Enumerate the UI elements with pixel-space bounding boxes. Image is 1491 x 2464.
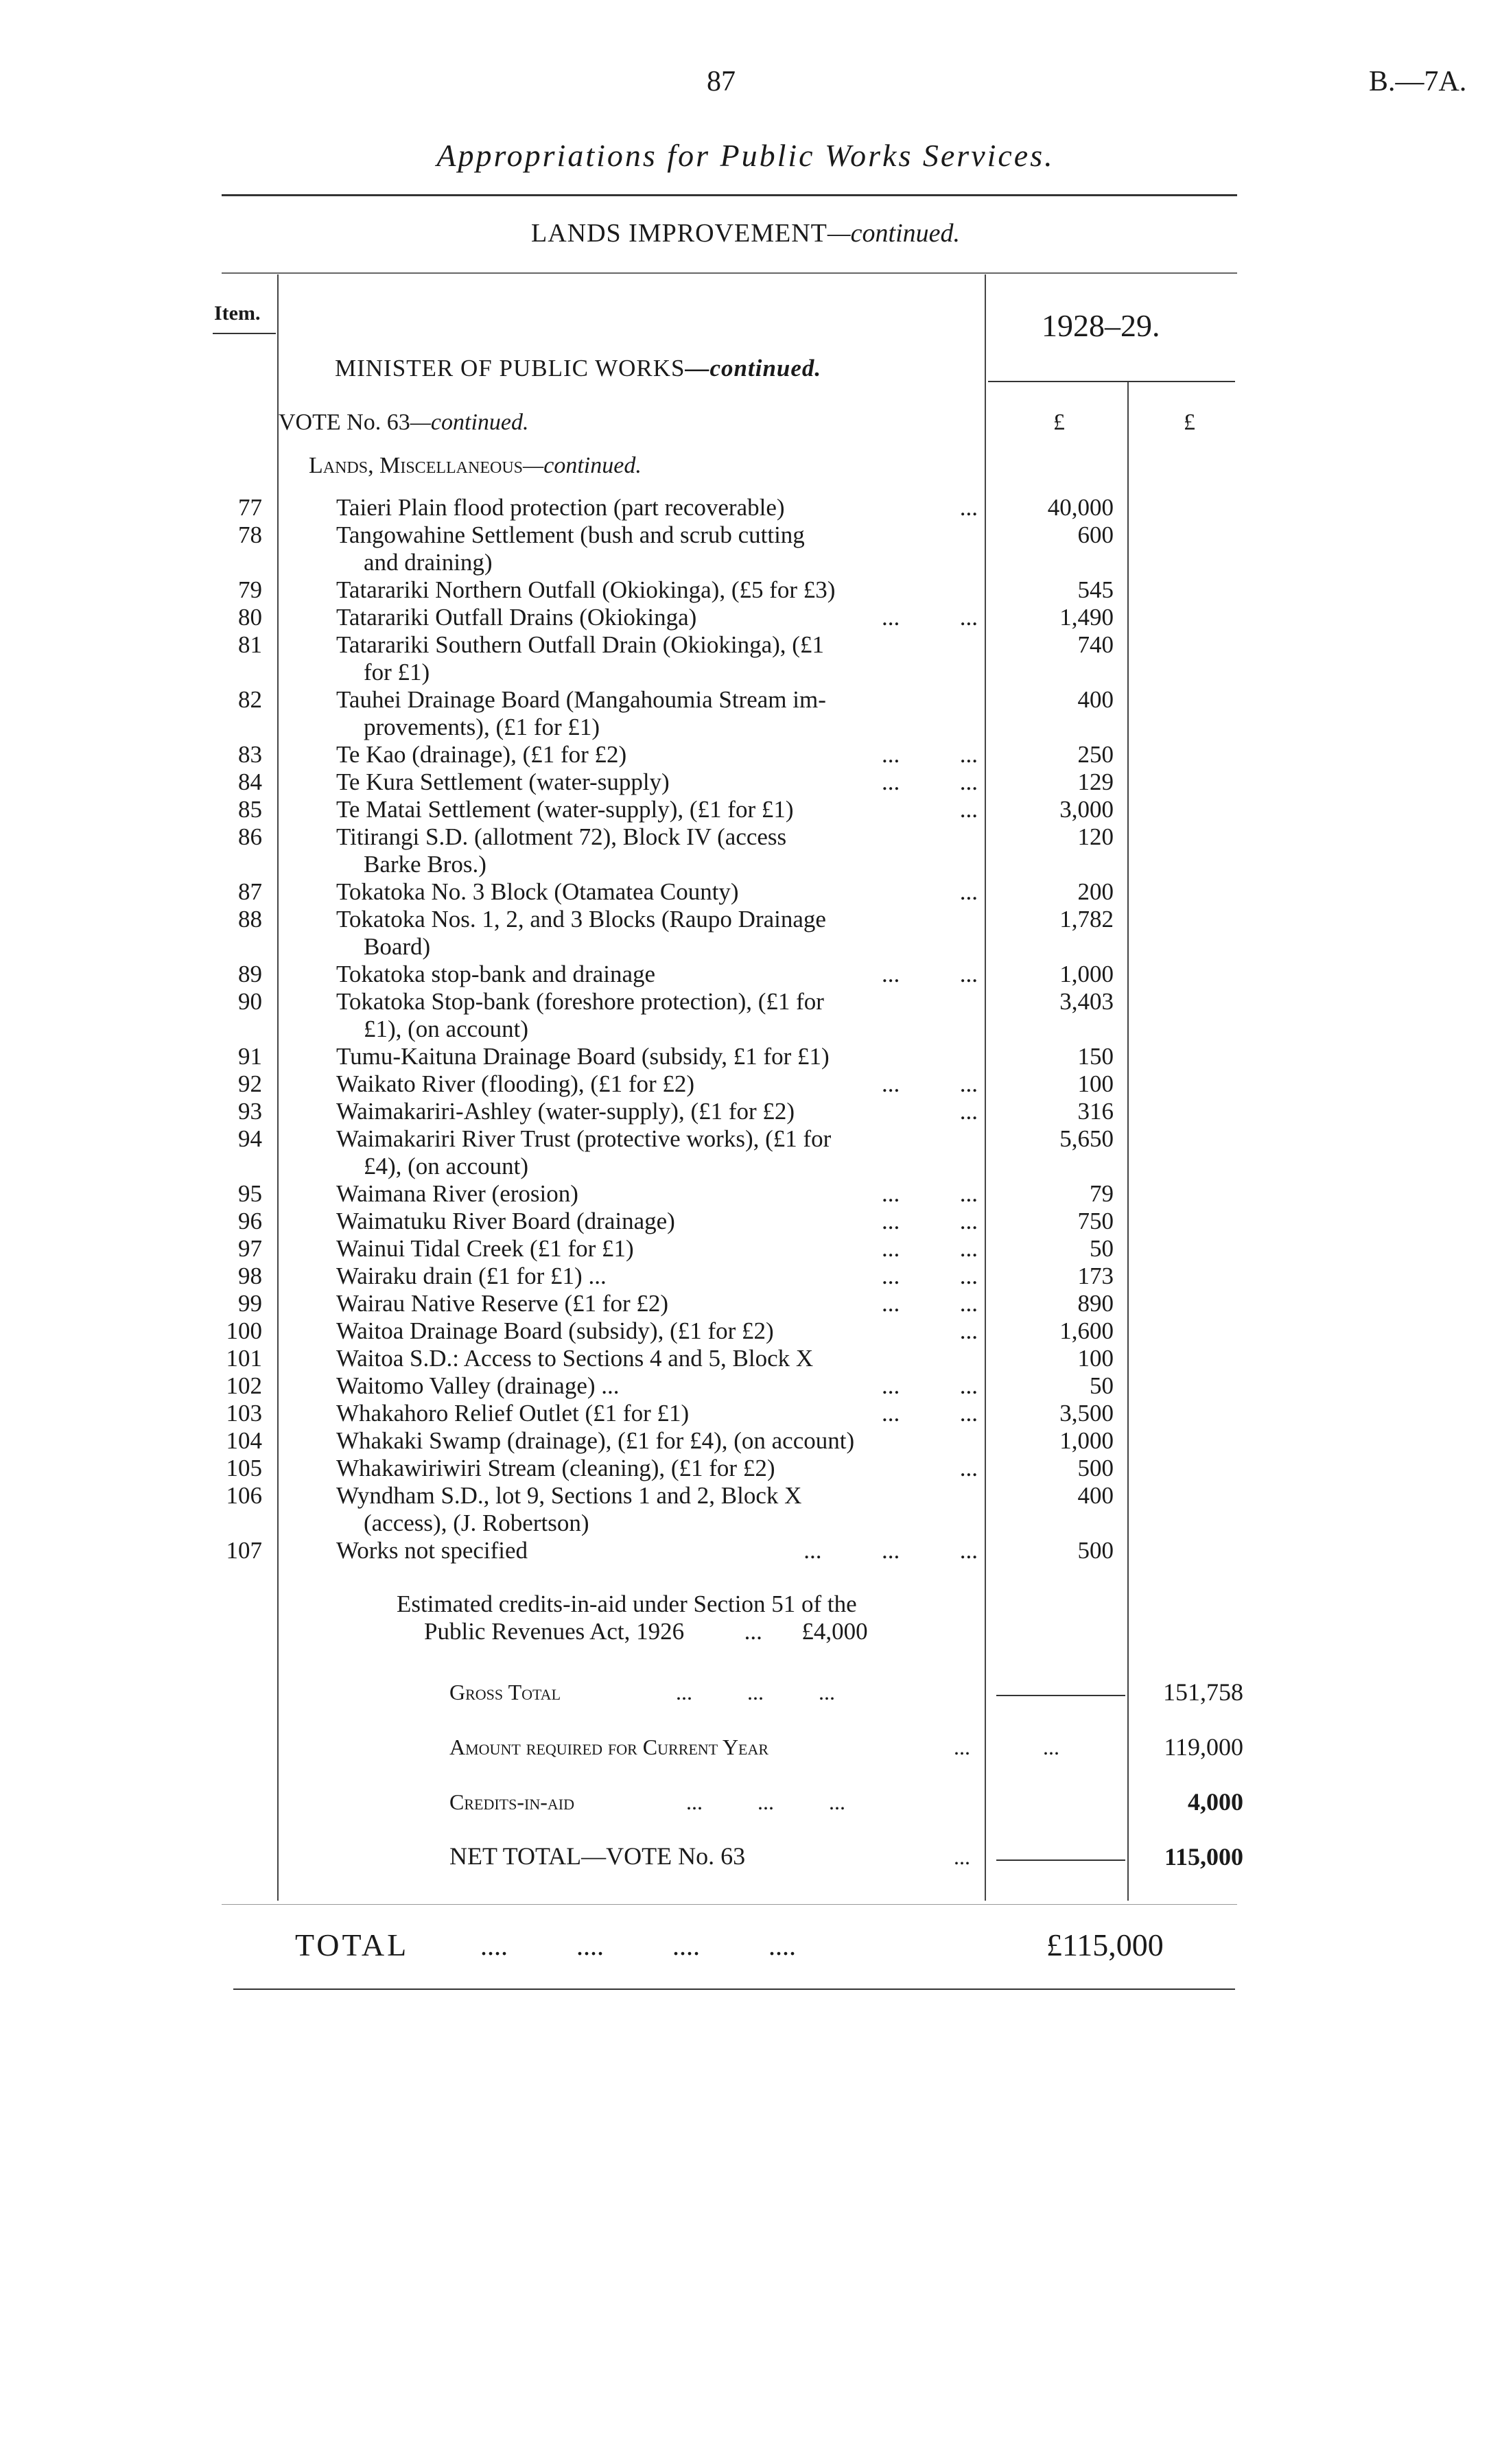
item-number: 101: [226, 1345, 262, 1372]
item-amount: 40,000: [1047, 494, 1114, 521]
item-amount: 3,403: [1059, 988, 1114, 1015]
item-number: 97: [238, 1235, 262, 1262]
section-rule: [222, 272, 1237, 274]
item-description: [336, 1043, 978, 1070]
item-leader-dots: ... ...: [882, 1400, 978, 1427]
item-description-text: Te Kura Settlement (water-supply): [336, 768, 670, 795]
item-description-text: Waitoa Drainage Board (subsidy), (£1 for £2): [336, 1317, 774, 1344]
net-total-rule: [996, 1859, 1125, 1861]
item-description: [336, 796, 978, 823]
item-description-continuation: £4), (on account): [364, 1153, 529, 1180]
item-leader-dots: ... ...: [882, 768, 978, 795]
item-description-continuation: for £1): [364, 659, 430, 685]
item-amount: 500: [1077, 1537, 1114, 1564]
item-number: 85: [238, 796, 262, 823]
gross-total-value: 151,758: [1163, 1678, 1243, 1706]
item-description-text: Whakahoro Relief Outlet (£1 for £1): [336, 1400, 690, 1427]
item-amount: 150: [1077, 1043, 1114, 1070]
credits-in-aid-value: 4,000: [1188, 1788, 1243, 1816]
item-description: [336, 686, 978, 741]
item-amount: 3,000: [1059, 796, 1114, 823]
item-description: [336, 1537, 978, 1564]
credits-estimate-act: Public Revenues Act, 1926: [424, 1618, 685, 1645]
credits-in-aid-label: Credits-in-aid: [449, 1790, 574, 1814]
item-column-header: Item.: [214, 302, 261, 325]
grand-total-value: £115,000: [1046, 1927, 1164, 1962]
item-amount: 545: [1077, 576, 1114, 603]
pound-unit-col1: £: [1053, 410, 1065, 435]
item-number: 98: [238, 1263, 262, 1289]
amount-required-mid: ...: [1043, 1735, 1059, 1759]
item-description: [336, 1263, 978, 1290]
item-description: [336, 768, 978, 796]
item-description: [336, 741, 978, 768]
item-description-text: Waimakariri River Trust (protective works), (£1 for: [336, 1125, 832, 1152]
item-number: 93: [238, 1098, 262, 1125]
item-amount: 750: [1077, 1208, 1114, 1234]
item-description: [336, 631, 978, 686]
item-description-text: Tatarariki Northern Outfall (Okiokinga), (£5 for £3): [336, 576, 836, 603]
item-description-text: Tokatoka stop-bank and drainage: [336, 961, 656, 987]
item-amount: 1,600: [1059, 1317, 1114, 1344]
item-number: 106: [226, 1482, 262, 1509]
vote-heading-text: VOTE No. 63: [279, 410, 410, 435]
item-number: 107: [226, 1537, 262, 1564]
section-title-text: LANDS IMPROVEMENT: [531, 219, 827, 248]
item-description: [336, 494, 978, 521]
item-number: 86: [238, 823, 262, 850]
item-description: [336, 906, 978, 961]
title-rule: [222, 194, 1237, 196]
item-amount: 500: [1077, 1455, 1114, 1481]
item-description: [336, 1290, 978, 1317]
item-number: 82: [238, 686, 262, 713]
item-description-text: Tokatoka No. 3 Block (Otamatea County): [336, 878, 739, 905]
item-description-text: Taieri Plain flood protection (part recoverable): [336, 494, 785, 521]
credits-estimate-line2: [397, 1618, 980, 1645]
item-number: 103: [226, 1400, 262, 1427]
item-number: 95: [238, 1180, 262, 1207]
item-description: [336, 1345, 978, 1372]
item-leader-dots: ... ...: [882, 1070, 978, 1097]
item-description-text: Tumu-Kaituna Drainage Board (subsidy, £1 for £1): [336, 1043, 830, 1070]
item-amount: 1,490: [1059, 604, 1114, 631]
item-leader-dots: ...: [959, 1317, 978, 1344]
item-amount: 120: [1077, 823, 1114, 850]
item-description-text: Waitomo Valley (drainage) ...: [336, 1372, 620, 1399]
credits-estimate-dots: ...: [744, 1618, 762, 1645]
item-amount: 400: [1077, 686, 1114, 713]
item-description: [336, 576, 978, 604]
item-leader-dots: ...: [959, 1455, 978, 1481]
item-amount: 79: [1090, 1180, 1114, 1207]
minister-heading-suffix: —continued.: [685, 355, 822, 382]
gross-total-dots: ... ... ...: [676, 1680, 835, 1704]
item-amount: 1,000: [1059, 1427, 1114, 1454]
item-description: [336, 1372, 978, 1400]
item-description: [336, 988, 978, 1043]
item-description: [336, 1070, 978, 1098]
item-amount: 50: [1090, 1372, 1114, 1399]
item-number: 81: [238, 631, 262, 658]
item-number: 77: [238, 494, 262, 521]
item-description-continuation: Board): [364, 933, 431, 960]
item-amount: 600: [1077, 521, 1114, 548]
amount-required-dots: ...: [954, 1735, 970, 1759]
item-description-text: Works not specified: [336, 1537, 528, 1564]
item-description-text: Wyndham S.D., lot 9, Sections 1 and 2, Block X: [336, 1482, 802, 1509]
page-number: 87: [707, 66, 736, 97]
credits-estimate-amount: £4,000: [801, 1618, 868, 1645]
item-description-text: Tokatoka Stop-bank (foreshore protection), (£1 for: [336, 988, 824, 1015]
item-description-text: Whakawiriwiri Stream (cleaning), (£1 for £2): [336, 1455, 775, 1481]
item-description: [336, 1125, 978, 1180]
item-description-text: Wainui Tidal Creek (£1 for £1): [336, 1235, 634, 1262]
page-bottom-rule: [233, 1988, 1235, 1990]
item-number: 105: [226, 1455, 262, 1481]
document-code: B.—7A.: [1369, 66, 1467, 97]
item-number: 92: [238, 1070, 262, 1097]
amount-column-divider: [1127, 381, 1129, 1901]
item-description-continuation: (access), (J. Robertson): [364, 1510, 589, 1536]
item-amount: 100: [1077, 1345, 1114, 1372]
item-description-continuation: Barke Bros.): [364, 851, 486, 878]
item-description: [336, 604, 978, 631]
item-description-text: Whakaki Swamp (drainage), (£1 for £4), (on account): [336, 1427, 855, 1454]
item-number: 78: [238, 521, 262, 548]
item-description-text: Wairau Native Reserve (£1 for £2): [336, 1290, 669, 1317]
item-amount: 400: [1077, 1482, 1114, 1509]
grand-total-label: TOTAL: [295, 1927, 410, 1962]
credits-in-aid-dots: ... ... ...: [686, 1790, 845, 1814]
item-description: [336, 1427, 978, 1455]
year-header-underline: [988, 381, 1235, 382]
item-leader-dots: ... ...: [882, 1263, 978, 1289]
vote-heading-suffix: —continued.: [410, 410, 529, 435]
item-leader-dots: ... ...: [882, 604, 978, 631]
item-number: 79: [238, 576, 262, 603]
gross-total-label: Gross Total: [449, 1680, 561, 1704]
item-description: [336, 1098, 978, 1125]
credits-estimate-note: [397, 1591, 980, 1645]
item-leader-dots: ... ...: [882, 741, 978, 768]
credits-estimate-line1: Estimated credits-in-aid under Section 51 of the: [397, 1591, 857, 1617]
item-description-text: Waimana River (erosion): [336, 1180, 578, 1207]
item-number: 90: [238, 988, 262, 1015]
item-amount: 740: [1077, 631, 1114, 658]
minister-heading-text: MINISTER OF PUBLIC WORKS: [335, 355, 685, 382]
gross-total-rule: [996, 1695, 1125, 1696]
subsection-heading: [309, 453, 642, 479]
item-leader-dots: ... ...: [882, 1290, 978, 1317]
item-number: 83: [238, 741, 262, 768]
item-leader-dots: ... ...: [882, 961, 978, 987]
item-leader-dots: ...: [959, 878, 978, 905]
item-number: 94: [238, 1125, 262, 1152]
item-description-text: Waimakariri-Ashley (water-supply), (£1 for £2): [336, 1098, 795, 1125]
item-header-underline: [213, 333, 276, 334]
item-description-text: Tangowahine Settlement (bush and scrub cutting: [336, 521, 805, 548]
item-description: [336, 1400, 978, 1427]
item-description: [336, 1235, 978, 1263]
item-description: [336, 1317, 978, 1345]
section-title-suffix: —continued.: [827, 219, 960, 248]
item-number: 102: [226, 1372, 262, 1399]
item-description-text: Tatarariki Outfall Drains (Okiokinga): [336, 604, 697, 631]
page-title: Appropriations for Public Works Services.: [436, 138, 1055, 173]
item-amount: 5,650: [1059, 1125, 1114, 1152]
item-description-continuation: and draining): [364, 549, 493, 576]
item-number: 100: [226, 1317, 262, 1344]
item-description-text: Waikato River (flooding), (£1 for £2): [336, 1070, 695, 1097]
item-leader-dots: ...: [959, 1098, 978, 1125]
amount-required-value: 119,000: [1164, 1733, 1243, 1761]
item-description-text: Tatarariki Southern Outfall Drain (Okiokinga), (£1: [336, 631, 824, 658]
item-leader-dots: ...: [959, 796, 978, 823]
item-leader-dots: ... ...: [882, 1235, 978, 1262]
item-amount: 250: [1077, 741, 1114, 768]
item-leader-dots: ... ... ...: [803, 1537, 978, 1564]
item-description-text: Te Kao (drainage), (£1 for £2): [336, 741, 627, 768]
item-leader-dots: ... ...: [882, 1208, 978, 1234]
item-amount: 3,500: [1059, 1400, 1114, 1427]
pound-unit-col2: £: [1184, 410, 1195, 435]
item-amount: 1,000: [1059, 961, 1114, 987]
item-number: 80: [238, 604, 262, 631]
net-total-label: NET TOTAL—VOTE No. 63: [449, 1842, 746, 1870]
item-description: [336, 961, 978, 988]
description-column-divider: [985, 274, 986, 1901]
item-description-continuation: £1), (on account): [364, 1016, 529, 1042]
item-leader-dots: ...: [959, 494, 978, 521]
item-amount: 129: [1077, 768, 1114, 795]
item-description: [336, 521, 978, 576]
item-description-text: Wairaku drain (£1 for £1) ...: [336, 1263, 607, 1289]
item-number: 91: [238, 1043, 262, 1070]
item-amount: 173: [1077, 1263, 1114, 1289]
item-number: 84: [238, 768, 262, 795]
minister-heading: [335, 355, 821, 382]
year-column-header: 1928–29.: [1042, 308, 1160, 343]
item-description-text: Tauhei Drainage Board (Mangahoumia Stream im-: [336, 686, 826, 713]
item-description-text: Waimatuku River Board (drainage): [336, 1208, 675, 1234]
item-amount: 1,782: [1059, 906, 1114, 932]
grand-total-dots: .... .... .... ....: [480, 1930, 796, 1961]
item-leader-dots: ... ...: [882, 1372, 978, 1399]
item-amount: 50: [1090, 1235, 1114, 1262]
item-column-divider: [277, 274, 279, 1901]
item-amount: 100: [1077, 1070, 1114, 1097]
section-title: [0, 218, 1491, 248]
item-description: [336, 1208, 978, 1235]
item-description: [336, 878, 978, 906]
item-number: 99: [238, 1290, 262, 1317]
item-amount: 200: [1077, 878, 1114, 905]
item-amount: 890: [1077, 1290, 1114, 1317]
vote-heading: [279, 410, 529, 436]
amount-required-label: Amount required for Current Year: [449, 1735, 769, 1759]
item-description-continuation: provements), (£1 for £1): [364, 714, 600, 740]
table-bottom-rule: [222, 1904, 1237, 1905]
item-description: [336, 823, 978, 878]
item-description-text: Te Matai Settlement (water-supply), (£1 for £1): [336, 796, 794, 823]
subsection-heading-suffix: —continued.: [523, 453, 642, 478]
item-number: 104: [226, 1427, 262, 1454]
item-number: 89: [238, 961, 262, 987]
net-total-dots: ...: [954, 1844, 970, 1869]
item-description: [336, 1180, 978, 1208]
item-description: [336, 1455, 978, 1482]
item-description-text: Titirangi S.D. (allotment 72), Block IV (access: [336, 823, 787, 850]
item-amount: 316: [1077, 1098, 1114, 1125]
item-number: 88: [238, 906, 262, 932]
item-leader-dots: ... ...: [882, 1180, 978, 1207]
item-number: 96: [238, 1208, 262, 1234]
item-description-text: Tokatoka Nos. 1, 2, and 3 Blocks (Raupo Drainage: [336, 906, 826, 932]
net-total-value: 115,000: [1164, 1843, 1243, 1870]
item-description-text: Waitoa S.D.: Access to Sections 4 and 5, Block X: [336, 1345, 814, 1372]
subsection-heading-text: Lands, Miscellaneous: [309, 453, 524, 478]
item-description: [336, 1482, 978, 1537]
item-number: 87: [238, 878, 262, 905]
